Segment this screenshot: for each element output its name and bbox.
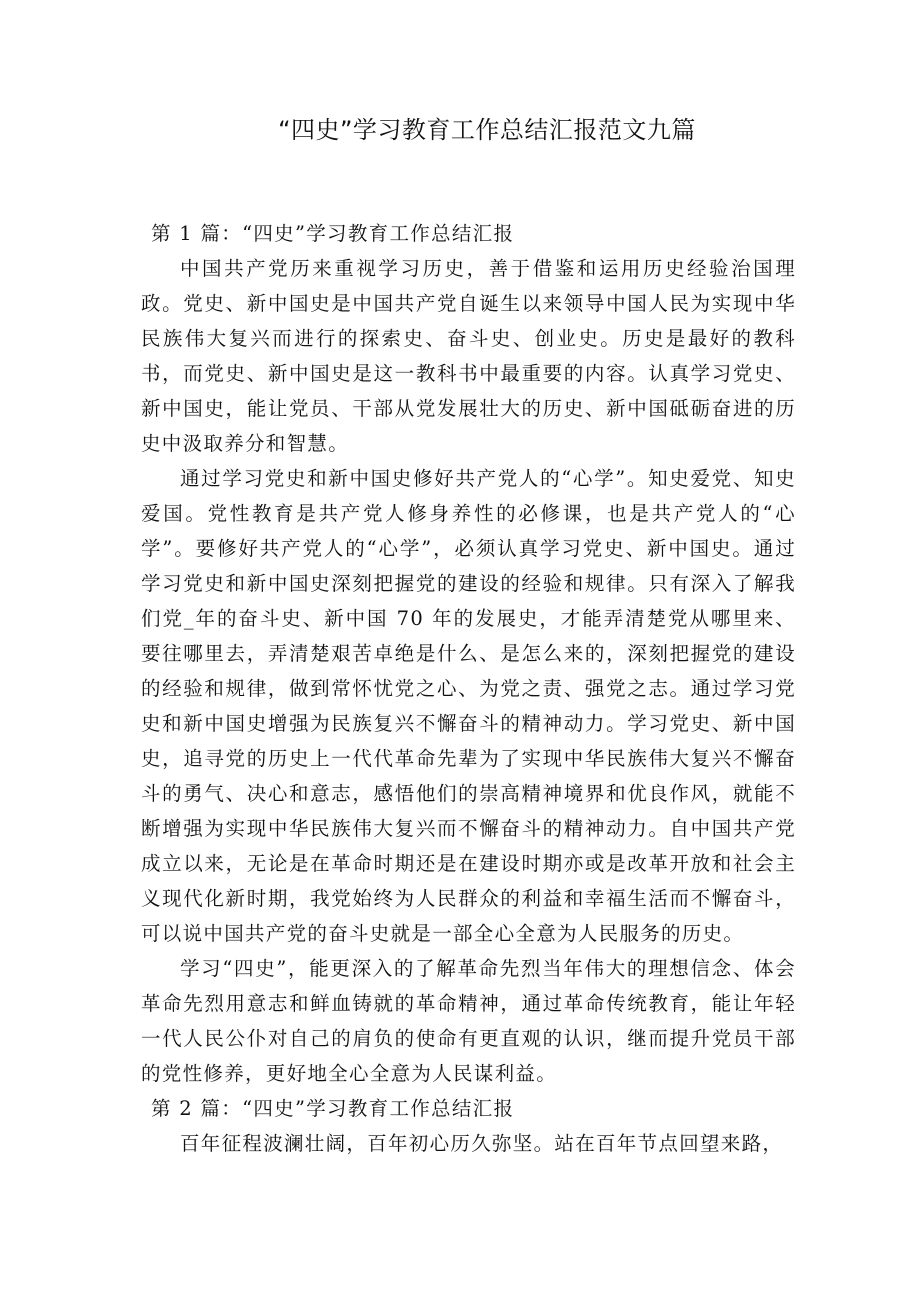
section-2-heading: 第 2 篇：“四史”学习教育工作总结汇报 [151, 1097, 515, 1120]
section-1-paragraph-1: 中国共产党历来重视学习历史，善于借鉴和运用历史经验治国理政。党史、新中国史是中国共产党自诞生以来领导中国人民为实现中华民族伟大复兴而进行的探索史、奋斗史、创业史。历史是最好的教科书，而党史、新中国史是这一教科书中最重要的内容。认真学习党史、新中国史，能让党员、干部从党发展壮大的历史、新中国砥砺奋进的历史中汲取养分和智慧。 [141, 257, 796, 455]
section-2-paragraph-1: 百年征程波澜壮阔，百年初心历久弥坚。站在百年节点回望来路， [180, 1132, 784, 1155]
section-1-heading: 第 1 篇：“四史”学习教育工作总结汇报 [151, 222, 515, 245]
section-1 [141, 216, 796, 1091]
section-1-paragraph-3: 学习“四史”，能更深入的了解革命先烈当年伟大的理想信念、体会革命先烈用意志和鲜血铸就的革命精神，通过革命传统教育，能让年轻一代人民公仆对自己的肩负的使命有更直观的认识，继而提升党员干部的党性修养，更好地全心全意为人民谋利益。 [141, 957, 796, 1085]
document-body [141, 216, 796, 1161]
document-title: “四史”学习教育工作总结汇报范文九篇 [278, 116, 696, 144]
section-1-paragraph-2: 通过学习党史和新中国史修好共产党人的“心学”。知史爱党、知史爱国。党性教育是共产党人修身养性的必修课，也是共产党人的“心学”。要修好共产党人的“心学”，必须认真学习党史、新中国史。通过学习党史和新中国史深刻把握党的建设的经验和规律。只有深入了解我们党_年的奋斗史、新中国 70 年的发展史，才能弄清楚党从哪里来、要往哪里去，弄清楚艰苦卓绝是什么、是怎么来的，深刻把握党的建设的经验和规律，做到常怀忧党之心、为党之责、强党之志。通过学习党史和新中国史增强为民族复兴不懈奋斗的精神动力。学习党史、新中国史，追寻党的历史上一代代革命先辈为了实现中华民族伟大复兴不懈奋斗的勇气、决心和意志，感悟他们的崇高精神境界和优良作风，就能不断增强为实现中华民族伟大复兴而不懈奋斗的精神动力。自中国共产党成立以来，无论是在革命时期还是在建设时期亦或是改革开放和社会主义现代化新时期，我党始终为人民群众的利益和幸福生活而不懈奋斗，可以说中国共产党的奋斗史就是一部全心全意为人民服务的历史。 [141, 467, 796, 945]
section-2 [141, 1091, 796, 1161]
